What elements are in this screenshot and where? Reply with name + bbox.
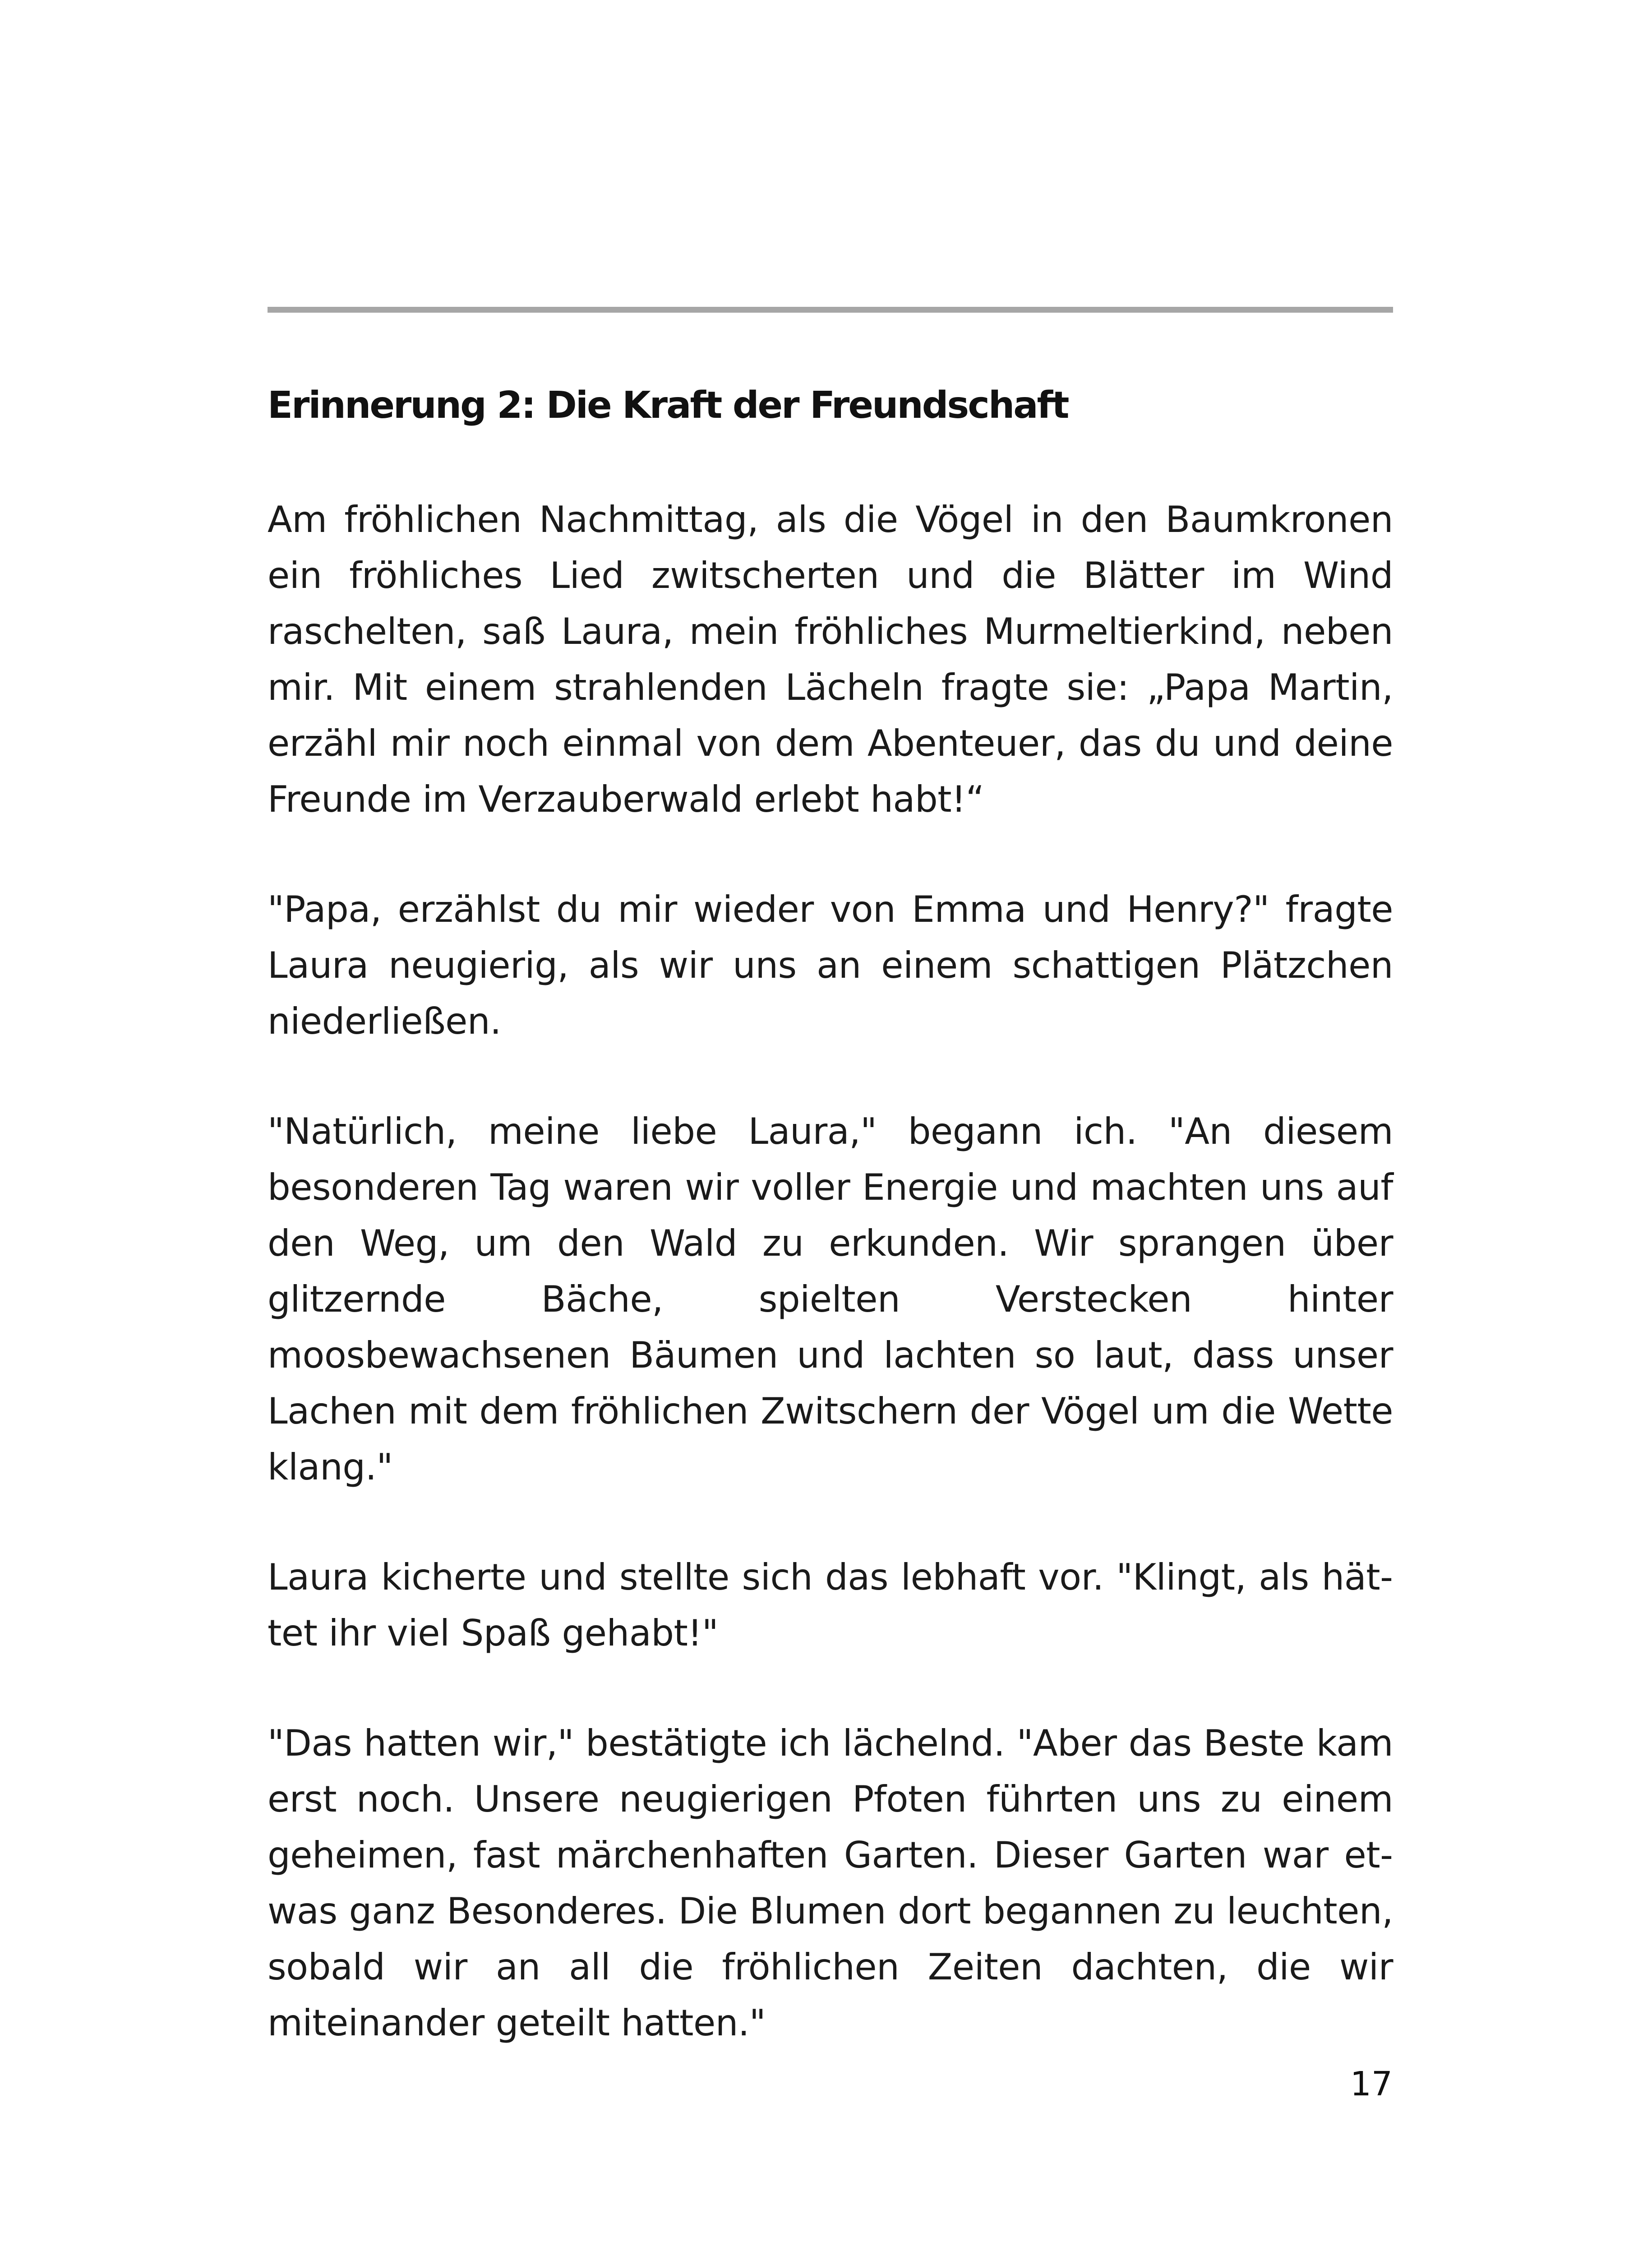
- paragraph: Am fröhlichen Nachmittag, als die Vögel in den Baumkronen ein fröhliches Lied zwitscherten und die Blätter im Wind raschelten, saß Laura, mein fröhliches Murmeltierkind, neben mir. Mit einem strahlenden Lächeln fragte sie: „Papa Martin, erzähl mir noch einmal von dem Abenteuer, das du und deine Freunde im Verzauberwald erlebt habt!“: [268, 499, 1393, 820]
- page-body: [268, 379, 1393, 2105]
- chapter-heading: Erinnerung 2: Die Kraft der Freundschaft: [268, 384, 1068, 427]
- header-rule: [268, 307, 1393, 313]
- paragraph: Laura kicherte und stellte sich das lebhaft vor. "Klingt, als hättet ihr viel Spaß gehabt!": [268, 1556, 1393, 1654]
- paragraph: "Das hatten wir," bestätigte ich lächelnd. "Aber das Beste kam erst noch. Unsere neugierigen Pfoten führten uns zu einem geheimen, fast märchenhaften Garten. Dieser Garten war etwas ganz Besonderes. Die Blumen dort begannen zu leuchten, sobald wir an all die fröhlichen Zeiten dachten, die wir miteinander geteilt hatten.": [268, 1722, 1393, 2044]
- paragraph: "Papa, erzählst du mir wieder von Emma und Henry?" fragte Laura neugierig, als wir uns an einem schattigen Plätzchen niederließen.: [268, 888, 1393, 1042]
- paragraph: "Natürlich, meine liebe Laura," begann ich. "An diesem besonderen Tag waren wir voller Energie und machten uns auf den Weg, um den Wald zu erkunden. Wir sprangen über glitzernde Bäche, spielten Verstecken hinter moosbewachsenen Bäumen und lachten so laut, dass unser Lachen mit dem fröhlichen Zwitschern der Vögel um die Wette klang.": [268, 1110, 1393, 1488]
- page-number: 17: [1350, 2065, 1393, 2103]
